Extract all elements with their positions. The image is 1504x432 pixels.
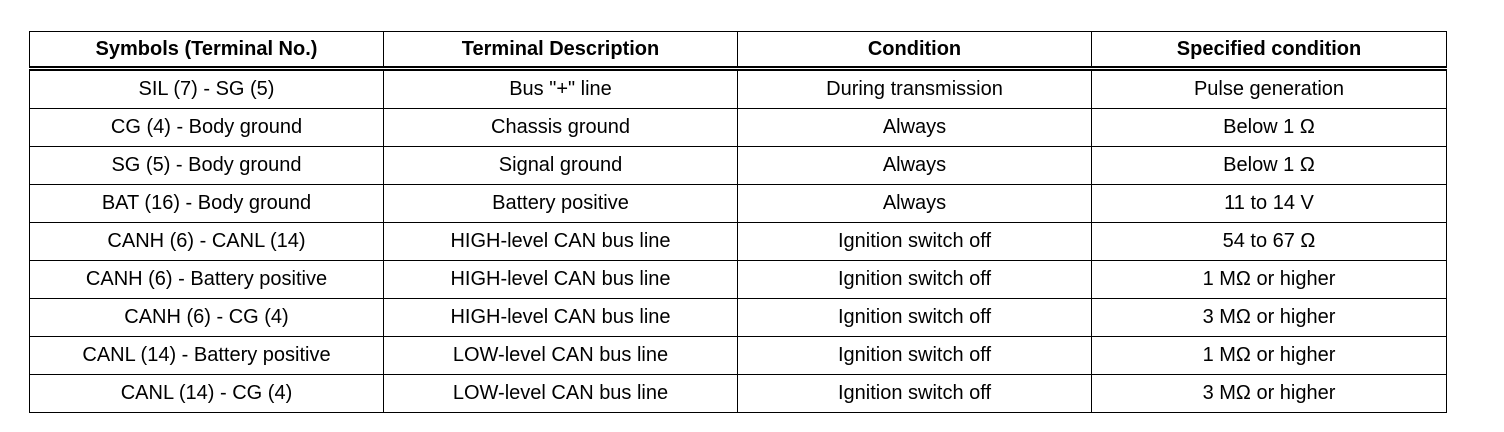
table-row	[30, 69, 1447, 109]
cell-condition: Always	[738, 147, 1092, 185]
table-row	[30, 185, 1447, 223]
cell-symbols: CANH (6) - CG (4)	[30, 299, 384, 337]
cell-symbols: CANH (6) - Battery positive	[30, 261, 384, 299]
cell-condition: Ignition switch off	[738, 223, 1092, 261]
table-row	[30, 261, 1447, 299]
cell-condition: Always	[738, 109, 1092, 147]
cell-symbols: CANH (6) - CANL (14)	[30, 223, 384, 261]
terminal-spec-table	[29, 31, 1447, 413]
cell-specified: Pulse generation	[1092, 69, 1447, 109]
cell-specified: 1 MΩ or higher	[1092, 337, 1447, 375]
cell-description: LOW-level CAN bus line	[384, 375, 738, 413]
cell-condition: Ignition switch off	[738, 261, 1092, 299]
header-terminal-description: Terminal Description	[384, 32, 738, 69]
table-row	[30, 375, 1447, 413]
cell-symbols: CANL (14) - CG (4)	[30, 375, 384, 413]
cell-condition: Ignition switch off	[738, 337, 1092, 375]
cell-description: LOW-level CAN bus line	[384, 337, 738, 375]
cell-description: Signal ground	[384, 147, 738, 185]
cell-specified: 3 MΩ or higher	[1092, 299, 1447, 337]
table-row	[30, 223, 1447, 261]
cell-description: Battery positive	[384, 185, 738, 223]
cell-specified: 3 MΩ or higher	[1092, 375, 1447, 413]
table-row	[30, 147, 1447, 185]
cell-specified: Below 1 Ω	[1092, 147, 1447, 185]
cell-description: Bus "+" line	[384, 69, 738, 109]
cell-symbols: CANL (14) - Battery positive	[30, 337, 384, 375]
cell-description: HIGH-level CAN bus line	[384, 261, 738, 299]
cell-symbols: BAT (16) - Body ground	[30, 185, 384, 223]
cell-description: HIGH-level CAN bus line	[384, 299, 738, 337]
cell-condition: Always	[738, 185, 1092, 223]
cell-condition: Ignition switch off	[738, 375, 1092, 413]
cell-condition: Ignition switch off	[738, 299, 1092, 337]
cell-specified: 54 to 67 Ω	[1092, 223, 1447, 261]
table-header-row	[30, 32, 1447, 69]
cell-condition: During transmission	[738, 69, 1092, 109]
cell-description: HIGH-level CAN bus line	[384, 223, 738, 261]
header-condition: Condition	[738, 32, 1092, 69]
header-symbols: Symbols (Terminal No.)	[30, 32, 384, 69]
cell-symbols: SG (5) - Body ground	[30, 147, 384, 185]
cell-specified: 11 to 14 V	[1092, 185, 1447, 223]
table-row	[30, 109, 1447, 147]
cell-specified: 1 MΩ or higher	[1092, 261, 1447, 299]
cell-symbols: SIL (7) - SG (5)	[30, 69, 384, 109]
cell-specified: Below 1 Ω	[1092, 109, 1447, 147]
header-specified-condition: Specified condition	[1092, 32, 1447, 69]
table-row	[30, 299, 1447, 337]
cell-symbols: CG (4) - Body ground	[30, 109, 384, 147]
table-row	[30, 337, 1447, 375]
cell-description: Chassis ground	[384, 109, 738, 147]
